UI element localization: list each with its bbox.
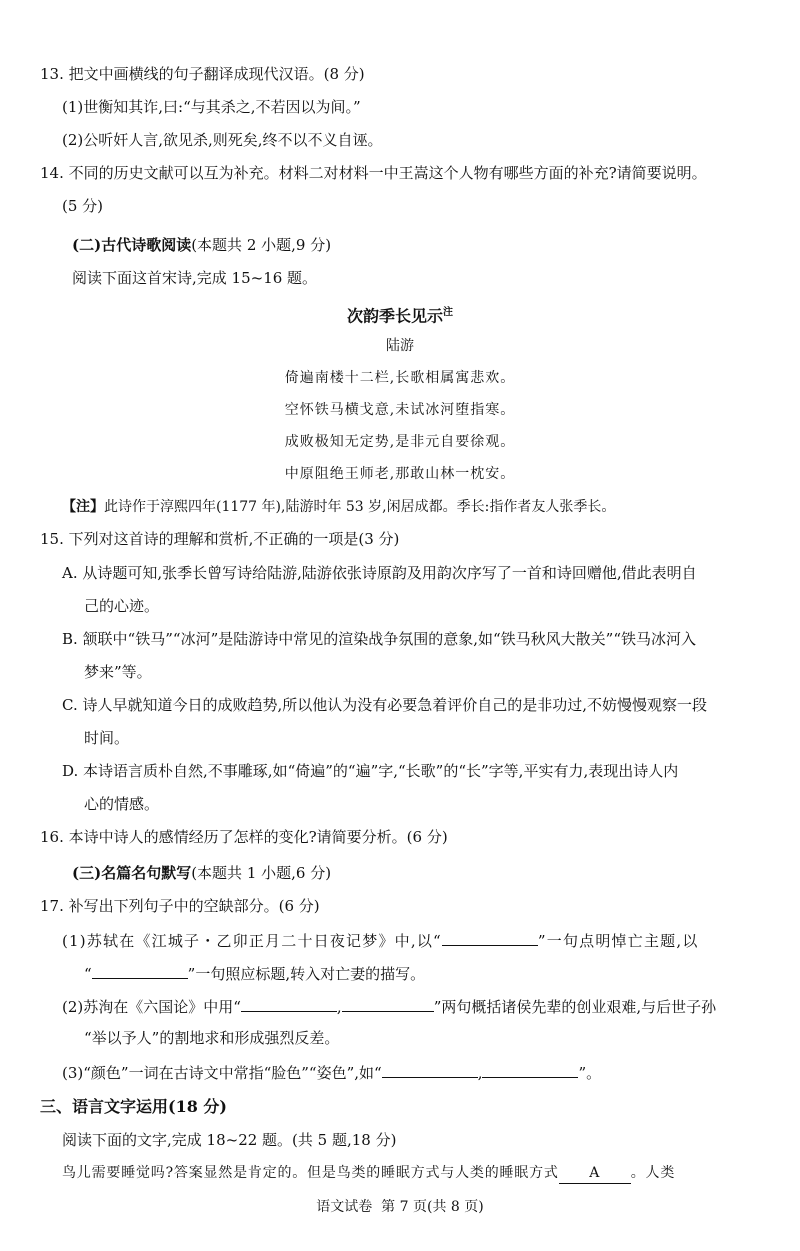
- section2-instruction: 阅读下面这首宋诗,完成 15~16 题。: [72, 269, 318, 287]
- q17-blank-6[interactable]: [482, 1061, 578, 1078]
- q15-option-d-cont: 心的情感。: [84, 795, 160, 813]
- q17-item-3: [62, 1061, 601, 1083]
- part3-passage-text-a: 鸟儿需要睡觉吗?答案显然是肯定的。但是鸟类的睡眠方式与人类的睡眠方式: [62, 1165, 559, 1181]
- q17-blank-1[interactable]: [442, 929, 538, 946]
- q17-item-3-text-c: ”。: [578, 1064, 602, 1082]
- q15-option-b: B. 颔联中“铁马”“冰河”是陆游诗中常见的渲染战争氛围的意象,如“铁马秋风大散关”“铁马冰河入: [62, 630, 697, 648]
- q13-item-1: (1)世衡知其诈,曰:“与其杀之,不若因以为间。”: [62, 98, 361, 116]
- poem-note-label: 【注】: [62, 499, 104, 515]
- section3-heading: (三)名篇名句默写: [72, 864, 192, 882]
- part3-blank-a[interactable]: A: [559, 1163, 631, 1184]
- q16-stem: 16. 本诗中诗人的感情经历了怎样的变化?请简要分析。(6 分): [40, 828, 448, 846]
- q15-option-a-cont: 己的心迹。: [84, 597, 160, 615]
- part3-passage: [62, 1163, 675, 1184]
- q17-item-2-text-a: (2)苏洵在《六国论》中用“: [62, 998, 241, 1016]
- q17-item-1-cont: [84, 962, 425, 984]
- section3-header: [72, 863, 331, 883]
- section3-meta: (本题共 1 小题,6 分): [191, 864, 332, 882]
- q14-stem: 14. 不同的历史文献可以互为补充。材料二对材料一中王嵩这个人物有哪些方面的补充?请简要说明。: [40, 164, 707, 182]
- q14-score: (5 分): [62, 197, 104, 215]
- q17-blank-3[interactable]: [241, 995, 337, 1012]
- footer-page: 第 7 页(共 8 页): [381, 1199, 484, 1215]
- q17-item-3-text-a: (3)“颜色”一词在古诗文中常指“脸色”“姿色”,如“: [62, 1064, 382, 1082]
- q17-item-1-text-c: “: [84, 965, 92, 983]
- q17-item-2: [62, 995, 716, 1017]
- poem-line-4: 中原阻绝王师老,那敢山林一枕安。: [284, 466, 516, 482]
- q17-blank-5[interactable]: [382, 1061, 478, 1078]
- poem-title-text: 次韵季长见示: [346, 306, 443, 326]
- q15-option-c: C. 诗人早就知道今日的成败趋势,所以他认为没有必要急着评价自己的是非功过,不妨慢慢观察一段: [62, 696, 708, 714]
- q17-item-2-text-b: ,: [336, 998, 342, 1016]
- q17-item-2-cont: “举以予人”的割地求和形成强烈反差。: [84, 1029, 340, 1047]
- poem-author: 陆游: [386, 338, 414, 354]
- part3-header: [40, 1097, 227, 1117]
- q17-item-1: [62, 929, 699, 951]
- poem-note: [62, 497, 615, 517]
- q17-item-1-text-b: ”一句点明悼亡主题,以: [537, 932, 699, 950]
- part3-passage-text-b: 。人类: [630, 1165, 676, 1181]
- q15-option-b-cont: 梦来”等。: [84, 663, 152, 681]
- q15-option-d: D. 本诗语言质朴自然,不事雕琢,如“倚遍”的“遍”字,“长歌”的“长”字等,平实有力,表现出诗人内: [62, 762, 679, 780]
- q15-option-c-cont: 时间。: [84, 729, 130, 747]
- section2-header: [72, 235, 331, 255]
- page-footer: [0, 1197, 800, 1217]
- q13-stem: 13. 把文中画横线的句子翻译成现代汉语。(8 分): [40, 65, 365, 83]
- q17-item-3-text-b: ,: [477, 1064, 483, 1082]
- q15-option-a: A. 从诗题可知,张季长曾写诗给陆游,陆游依张诗原韵及用韵次序写了一首和诗回赠他,借此表明自: [62, 564, 697, 582]
- footer-subject: 语文试卷: [316, 1199, 373, 1215]
- q17-stem: 17. 补写出下列句子中的空缺部分。(6 分): [40, 897, 320, 915]
- poem-line-3: 成败极知无定势,是非元自要徐观。: [284, 434, 516, 450]
- q17-item-2-text-c: ”两句概括诸侯先辈的创业艰难,与后世子孙: [433, 998, 717, 1016]
- part3-heading: 三、语言文字运用: [40, 1097, 169, 1116]
- poem-title-note: 注: [443, 307, 453, 318]
- poem-title: [0, 303, 800, 326]
- q13-item-2: (2)公听奸人言,欲见杀,则死矣,终不以不义自诬。: [62, 131, 383, 149]
- q17-item-1-text-d: ”一句照应标题,转入对亡妻的描写。: [187, 965, 426, 983]
- section2-heading: (二)古代诗歌阅读: [72, 236, 192, 254]
- part3-instruction: 阅读下面的文字,完成 18~22 题。(共 5 题,18 分): [62, 1131, 397, 1149]
- section2-meta: (本题共 2 小题,9 分): [191, 236, 332, 254]
- part3-score: (18 分): [168, 1097, 227, 1116]
- poem-line-1: 倚遍南楼十二栏,长歌相属寓悲欢。: [284, 370, 516, 386]
- poem-line-2: 空怀铁马横戈意,未试冰河堕指寒。: [284, 402, 516, 418]
- q17-blank-4[interactable]: [342, 995, 434, 1012]
- poem-note-text: 此诗作于淳熙四年(1177 年),陆游时年 53 岁,闲居成都。季长:指作者友人张季长。: [104, 499, 616, 515]
- q15-stem: 15. 下列对这首诗的理解和赏析,不正确的一项是(3 分): [40, 530, 400, 548]
- q17-item-1-text-a: (1)苏轼在《江城子・乙卯正月二十日夜记梦》中,以“: [62, 932, 442, 950]
- q17-blank-2[interactable]: [92, 962, 188, 979]
